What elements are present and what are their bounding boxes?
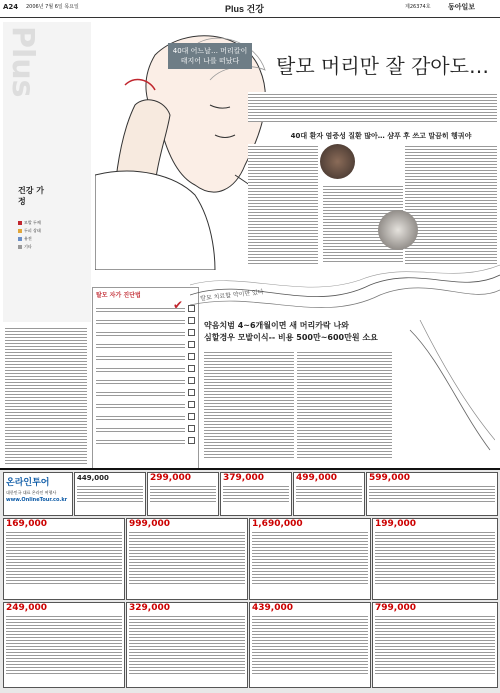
legend-swatch — [18, 237, 22, 241]
ad-card[interactable] — [249, 518, 371, 600]
checklist-item — [96, 377, 195, 384]
hair-brush-drawing — [400, 320, 495, 460]
checklist-item — [96, 329, 195, 336]
ad-card[interactable] — [147, 472, 219, 516]
checklist-item — [96, 389, 195, 396]
hair-strand-drawing — [190, 255, 500, 315]
checklist-title: 탈모 자가 진단법 — [96, 292, 141, 299]
checklist-item — [96, 401, 195, 408]
ad-details — [6, 530, 122, 585]
checkbox[interactable] — [188, 401, 195, 408]
checklist-item-text — [96, 330, 185, 336]
ad-card[interactable] — [3, 518, 125, 600]
ad-details — [375, 614, 495, 674]
ad-price: 329,000 — [129, 603, 170, 613]
checkbox[interactable] — [188, 353, 195, 360]
sidebar-column-text — [5, 326, 87, 466]
ad-card[interactable] — [249, 602, 371, 688]
checklist-item-text — [96, 426, 185, 432]
mid-column-2 — [297, 350, 392, 460]
checklist-item-text — [96, 366, 185, 372]
ad-price: 599,000 — [369, 473, 410, 483]
checkbox[interactable] — [188, 329, 195, 336]
section-title: Plus 건강 — [225, 4, 264, 14]
checklist-item — [96, 437, 195, 444]
checklist-item-text — [96, 402, 185, 408]
ad-price: 199,000 — [375, 519, 416, 529]
ad-details — [252, 614, 368, 674]
ad-price: 449,000 — [77, 474, 109, 482]
ad-price: 999,000 — [129, 519, 170, 529]
online-tour-ad[interactable] — [3, 472, 73, 516]
ad-details — [6, 614, 122, 674]
online-tour-brand: 온라인투어 — [6, 478, 50, 488]
checkbox[interactable] — [188, 425, 195, 432]
online-tour-sub: 대한민국 대표 온라인 여행사 — [6, 490, 57, 495]
checklist-item — [96, 341, 195, 348]
issue-date: 2006년 7월 6일 목요일 — [26, 4, 79, 10]
issue-number: 제26374호 — [405, 4, 431, 10]
sidebar-section-label: 건강 가정 — [18, 186, 44, 206]
ad-price: 249,000 — [6, 603, 47, 613]
legend-item: 기타 — [18, 244, 58, 250]
checkbox[interactable] — [188, 413, 195, 420]
ad-details — [296, 484, 362, 504]
checklist-item — [96, 353, 195, 360]
ad-details — [150, 484, 216, 504]
subheadline: 40대 환자 염증성 질환 많아… 샴푸 후 쓰고 말끔히 헹궈야 — [290, 132, 472, 140]
bottom-illustration — [400, 320, 495, 460]
checkbox[interactable] — [188, 377, 195, 384]
checklist-item-text — [96, 414, 185, 420]
ad-details — [223, 484, 289, 504]
page-header — [0, 0, 500, 18]
ad-card[interactable] — [366, 472, 498, 516]
lead-paragraph — [248, 92, 497, 122]
ad-price: 379,000 — [223, 473, 264, 483]
online-tour-url[interactable]: www.OnlineTour.co.kr — [6, 497, 68, 503]
legend-item: 모발 두께 — [18, 220, 58, 226]
ad-price: 169,000 — [6, 519, 47, 529]
checklist-item — [96, 425, 195, 432]
checkbox[interactable] — [188, 437, 195, 444]
sidebar-legend — [18, 220, 58, 250]
checkbox[interactable] — [188, 341, 195, 348]
shampoo-photo — [378, 210, 418, 250]
checkbox[interactable] — [188, 365, 195, 372]
body-column-3 — [405, 144, 497, 264]
checklist-item — [96, 365, 195, 372]
self-check-panel — [92, 287, 199, 494]
ad-card[interactable] — [74, 472, 146, 516]
checklist-item — [96, 317, 195, 324]
checklist-item-text — [96, 354, 185, 360]
ad-price: 799,000 — [375, 603, 416, 613]
legend-swatch — [18, 245, 22, 249]
check-icon: ✔ — [173, 298, 184, 312]
headline: 탈모 머리만 잘 감아도… — [276, 54, 489, 78]
hair-note: 탈모 치료할 약이만 있다 — [199, 288, 264, 303]
ad-details — [129, 614, 245, 674]
checklist-item-text — [96, 390, 185, 396]
checklist-item-text — [96, 318, 185, 324]
ad-card[interactable] — [220, 472, 292, 516]
body-column-1 — [248, 144, 318, 264]
ad-price: 299,000 — [150, 473, 191, 483]
sidebar-vertical-title: Plus — [5, 26, 40, 98]
ad-card[interactable] — [372, 602, 498, 688]
legend-item: 유전 — [18, 236, 58, 242]
scalp-photo — [320, 144, 355, 179]
legend-item: 두피 상태 — [18, 228, 58, 234]
legend-swatch — [18, 221, 22, 225]
checklist-item — [96, 413, 195, 420]
ad-price: 499,000 — [296, 473, 337, 483]
paper-name: 동아일보 — [448, 3, 476, 11]
checklist-item-text — [96, 342, 185, 348]
ad-card[interactable] — [3, 602, 125, 688]
mid-column-1 — [204, 350, 294, 460]
legend-swatch — [18, 229, 22, 233]
ad-price: 1,690,000 — [252, 519, 303, 529]
ad-card[interactable] — [126, 518, 248, 600]
checklist-item-text — [96, 306, 185, 312]
ad-details — [375, 530, 495, 585]
ad-details — [129, 530, 245, 585]
checkbox[interactable] — [188, 317, 195, 324]
ad-details — [252, 530, 368, 585]
ad-card[interactable] — [126, 602, 248, 688]
checkbox[interactable] — [188, 389, 195, 396]
mid-headline: 약음치범 4~6개월이면 새 머리카락 나와 심할경우 모발이식-- 비용 500만~600만원 소요 — [204, 321, 378, 342]
hero-quote: 40대 어느날… 머리칼이 태지어 나를 떠났다 — [168, 43, 252, 69]
ad-price: 439,000 — [252, 603, 293, 613]
checklist-items — [93, 301, 198, 453]
ad-card[interactable] — [293, 472, 365, 516]
checklist-item-text — [96, 378, 185, 384]
ad-details — [77, 484, 143, 504]
page-number: A24 — [3, 3, 19, 11]
checklist-item-text — [96, 438, 185, 444]
ad-details — [369, 484, 495, 504]
ad-card[interactable] — [372, 518, 498, 600]
